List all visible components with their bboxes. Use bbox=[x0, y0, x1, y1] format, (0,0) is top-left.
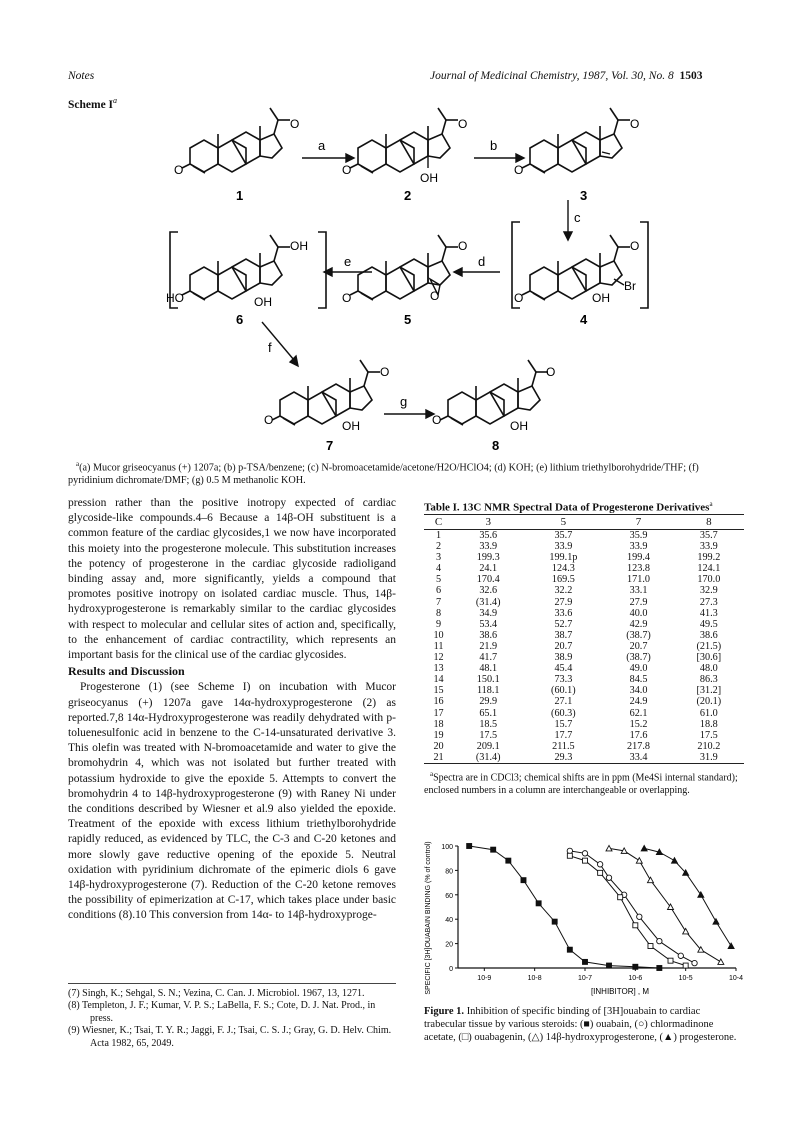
table-row bbox=[424, 652, 744, 663]
table-cell: 27.3 bbox=[699, 596, 718, 608]
table-cell: 86.3 bbox=[699, 674, 718, 686]
x-tick-label: 10-6 bbox=[628, 975, 643, 982]
atom-oh: OH bbox=[420, 171, 438, 185]
scheme-caption-text: (a) Mucor griseocyanus (+) 1207a; (b) p-TSA/benzene; (c) N-bromoacetamide/acetone/H2O/HClO4; (d) KOH; (e) lithium triethylborohydride/THF; (f) pyridinium dichromate/DMF; (g) 0.5 M methanolic KOH. bbox=[68, 462, 699, 487]
table-cell: 33.9 bbox=[554, 541, 573, 553]
table-cell: 38.6 bbox=[699, 629, 718, 641]
table-row bbox=[424, 597, 744, 608]
data-point bbox=[718, 959, 724, 965]
table-cell: 65.1 bbox=[479, 707, 498, 719]
atom-oh: OH bbox=[342, 419, 360, 433]
table-cell: 217.8 bbox=[627, 740, 650, 752]
compound-number-8: 8 bbox=[492, 438, 500, 453]
table-cell: 12 bbox=[433, 652, 444, 664]
chart-axes bbox=[441, 844, 743, 982]
atom-oh: OH bbox=[510, 419, 528, 433]
table-cell: 49.0 bbox=[629, 663, 648, 675]
table-cell: 53.4 bbox=[479, 618, 498, 630]
intro-paragraph: pression rather than the positive inotropy expected of cardiac glycoside-like compounds.4–6 Because a 14β-OH substituent is a common feature of the cardiac glycosides,1 we now have incorporated this moiety into the progesterone molecule. This substitution increases the potency of progesterone in the cardiac glycoside radioligand binding assay and, more significantly, yields a compound that promotes positive inotropy on isolated cardiac muscle. Thus, 14β-hydroxyprogesterone is remarkably similar to the cardiac glycosides with respect to molecular and cellular sites of action and, specifically, to the enhancement of cardiac contractility, which represents an important basis for the clinical use of the cardiac glycosides. bbox=[68, 497, 396, 662]
compound-number-7: 7 bbox=[326, 438, 334, 453]
atom-o: O bbox=[380, 365, 390, 379]
atom-ho: HO bbox=[166, 291, 184, 305]
table-row bbox=[424, 752, 744, 764]
atom-o: O bbox=[342, 163, 352, 177]
arrow-label-c: c bbox=[574, 210, 581, 225]
table-row bbox=[424, 552, 744, 563]
data-point bbox=[641, 845, 647, 851]
table-cell: 199.3 bbox=[476, 552, 500, 564]
y-tick-label: 100 bbox=[441, 844, 453, 851]
table-cell: 211.5 bbox=[552, 740, 575, 752]
arrow-label-e: e bbox=[344, 254, 352, 269]
table-cell: (20.1) bbox=[696, 696, 722, 708]
atom-o: O bbox=[290, 117, 300, 131]
table-cell: (60.3) bbox=[551, 707, 576, 719]
table-cell: 21 bbox=[424, 752, 453, 764]
series-line-chlormadinone-acetate bbox=[570, 851, 695, 963]
references bbox=[68, 983, 396, 1050]
table-cell: 150.1 bbox=[476, 674, 500, 686]
data-point bbox=[633, 923, 638, 928]
data-point bbox=[521, 878, 526, 883]
atom-o: O bbox=[514, 291, 524, 305]
atom-o: O bbox=[458, 239, 468, 253]
table-cell: 35.7 bbox=[699, 530, 718, 541]
table-cell: 13 bbox=[433, 663, 444, 675]
chart-y-label: SPECIFIC [3H]OUABAIN BINDING (% of control) bbox=[425, 841, 432, 995]
table-cell: 3 bbox=[435, 552, 442, 564]
data-point bbox=[567, 848, 572, 853]
data-point bbox=[636, 858, 642, 864]
results-paragraph: Progesterone (1) (see Scheme I) on incubation with Mucor griseocyanus (+) 1207a gave 14α-hydroxyprogesterone (2) as reported.7,8 14α-Hydroxyprogesterone was readily dehydrated with p-toluenesulfonic acid in benzene to the C-14-unsaturated derivative 3. This olefin was treated with N-bromoacetamide and water to give the bromohydrin 4, which was not isolated but further treated with potassium hydroxide to give the epoxide 5. Attempts to convert the bromohydrin 4 to 14β-hydroxyprogesterone (9) with Raney Ni under the conditions described by Wiesner et al.9 also yielded the epoxide. Treatment of the epoxide with excess lithium triethylborohydride rapidly reduced, as evidenced by TLC, the C-3 and C-20 ketones and more slowly gave reductive opening of the epoxide 5. Neutral oxidation with pyridinium dichromate of the epimeric diols 6 gave 14β-hydroxyprogesterone (7). Reduction of the C-20 ketone removes the possibility of epimerization at C-17, which takes place under basic conditions (8).10 This conversion from 14α- to 14β-hydroxyproge- bbox=[68, 681, 396, 922]
atom-o: O bbox=[546, 365, 556, 379]
arrow-label-b: b bbox=[490, 138, 498, 153]
table-cell: 17.7 bbox=[554, 729, 573, 741]
atom-o: O bbox=[342, 291, 352, 305]
table-cell: 49.5 bbox=[699, 618, 718, 630]
table-cell: 62.1 bbox=[629, 707, 648, 719]
data-point bbox=[668, 958, 673, 963]
table-cell: 42.9 bbox=[629, 618, 648, 630]
table-header-cell: 7 bbox=[603, 515, 673, 530]
data-point bbox=[637, 914, 642, 919]
atom-o: O bbox=[458, 117, 468, 131]
table-row bbox=[424, 696, 744, 707]
table-cell: 33.1 bbox=[629, 585, 648, 597]
table-cell: 34.9 bbox=[479, 607, 498, 619]
data-point bbox=[491, 847, 496, 852]
table-header-cell: 3 bbox=[453, 515, 523, 530]
table-header-cell: C bbox=[424, 515, 453, 530]
table-cell: 124.1 bbox=[697, 563, 721, 575]
table-cell: 24.1 bbox=[479, 563, 498, 575]
data-point bbox=[657, 966, 662, 971]
table-cell: 14 bbox=[433, 674, 444, 686]
table-cell: 34.0 bbox=[629, 685, 648, 697]
table-cell: 32.9 bbox=[699, 585, 718, 597]
table-cell: 7 bbox=[435, 596, 442, 608]
table-cell: 27.9 bbox=[554, 596, 573, 608]
table-cell: 17.5 bbox=[479, 729, 498, 741]
table-cell: 33.9 bbox=[629, 541, 648, 553]
table-cell: 18.8 bbox=[699, 718, 718, 730]
atom-o: O bbox=[630, 239, 640, 253]
table-cell: 5 bbox=[435, 574, 442, 586]
table-cell: 15.2 bbox=[629, 718, 648, 730]
x-tick-label: 10-9 bbox=[477, 975, 492, 982]
data-point bbox=[683, 963, 688, 968]
table-footnote bbox=[424, 768, 744, 797]
table-cell: 118.1 bbox=[476, 685, 500, 697]
y-tick-label: 0 bbox=[449, 966, 453, 973]
table-row bbox=[424, 608, 744, 619]
table-row bbox=[424, 563, 744, 574]
table-cell: 41.7 bbox=[479, 652, 498, 664]
table-cell: 41.3 bbox=[699, 607, 718, 619]
table-row bbox=[424, 741, 744, 752]
table-cell: 32.2 bbox=[554, 585, 573, 597]
table-cell: 24.9 bbox=[629, 696, 648, 708]
table-cell: 18.5 bbox=[479, 718, 498, 730]
table-cell: 19 bbox=[433, 729, 444, 741]
table-cell: 199.1p bbox=[549, 552, 578, 564]
section-heading: Results and Discussion bbox=[68, 664, 185, 679]
table-title-sup: a bbox=[709, 500, 713, 508]
table-cell: 20.7 bbox=[554, 640, 573, 652]
data-point bbox=[671, 858, 677, 864]
table-cell: 170.4 bbox=[476, 574, 500, 586]
table-cell: 199.4 bbox=[627, 552, 650, 564]
atom-o: O bbox=[432, 413, 442, 427]
table-cell: 35.6 bbox=[479, 530, 498, 541]
data-point bbox=[567, 853, 572, 858]
scheme-caption bbox=[68, 458, 744, 487]
compound-number-6: 6 bbox=[236, 312, 244, 327]
arrow-label-f: f bbox=[268, 340, 272, 355]
table-cell: (38.7) bbox=[626, 629, 651, 641]
data-point bbox=[536, 901, 541, 906]
table-cell: 209.1 bbox=[476, 740, 500, 752]
reference-item: (7) Singh, K.; Sehgal, S. N.; Vezina, C. Can. J. Microbiol. 1967, 13, 1271. bbox=[68, 988, 365, 999]
table-cell: 38.7 bbox=[554, 629, 573, 641]
table-cell: 32.6 bbox=[479, 585, 498, 597]
table-row bbox=[424, 641, 744, 652]
table-footnote-text: Spectra are in CDCl3; chemical shifts are in ppm (Me4Si internal standard); enclosed numbers in a column are interchangeable or overlapping. bbox=[424, 772, 738, 796]
compound-number-4: 4 bbox=[580, 312, 588, 327]
scheme-label-text: Scheme I bbox=[68, 98, 114, 111]
x-tick-label: 10-5 bbox=[678, 975, 693, 982]
table-cell: 84.5 bbox=[629, 674, 648, 686]
table-cell: 17.5 bbox=[699, 729, 718, 741]
atom-o: O bbox=[514, 163, 524, 177]
table-row bbox=[424, 685, 744, 696]
table-cell: 2 bbox=[435, 541, 442, 553]
table-row bbox=[424, 574, 744, 585]
atom-o: O bbox=[264, 413, 274, 427]
y-tick-label: 20 bbox=[445, 941, 453, 949]
table-row bbox=[424, 630, 744, 641]
table-cell: 20 bbox=[433, 740, 444, 752]
page-number: 1503 bbox=[679, 70, 703, 82]
atom-br: Br bbox=[624, 279, 636, 293]
table-cell: 210.2 bbox=[697, 740, 721, 752]
table-cell: 40.0 bbox=[629, 607, 648, 619]
table-cell: 48.1 bbox=[479, 663, 498, 675]
table-row bbox=[424, 719, 744, 730]
reference-item: (9) Wiesner, K.; Tsai, T. Y. R.; Jaggi, F. J.; Tsai, C. S. J.; Gray, G. D. Helv. Chim. Acta 1982, 65, 2049. bbox=[68, 1025, 392, 1049]
table-row bbox=[424, 663, 744, 674]
caption-sup: a bbox=[76, 460, 80, 468]
table-cell: (31.4) bbox=[475, 596, 501, 608]
atom-o: O bbox=[174, 163, 184, 177]
table-cell: 18 bbox=[433, 718, 444, 730]
table-cell: 20.7 bbox=[629, 640, 648, 652]
table-cell: 21.9 bbox=[479, 640, 498, 652]
table-cell: 33.9 bbox=[699, 541, 718, 553]
table-cell: 27.9 bbox=[629, 596, 648, 608]
data-point bbox=[618, 895, 623, 900]
data-point bbox=[582, 959, 587, 964]
table-cell: 10 bbox=[433, 629, 444, 641]
nmr-table bbox=[424, 514, 744, 764]
table-cell: 38.6 bbox=[479, 629, 498, 641]
y-tick-label: 80 bbox=[445, 868, 453, 876]
table-title-text: Table I. 13C NMR Spectral Data of Progesterone Derivatives bbox=[424, 501, 710, 514]
table-row bbox=[424, 585, 744, 596]
data-point bbox=[582, 851, 587, 856]
data-point bbox=[647, 877, 653, 883]
atom-oh: OH bbox=[290, 239, 308, 253]
atom-o: O bbox=[430, 289, 440, 303]
atom-o: O bbox=[630, 117, 640, 131]
figure-caption-title: Figure 1. bbox=[424, 1006, 465, 1017]
atom-oh: OH bbox=[254, 295, 272, 309]
table-cell: 27.1 bbox=[554, 696, 573, 708]
x-tick-label: 10-4 bbox=[728, 975, 744, 982]
data-point bbox=[678, 953, 683, 958]
y-tick-label: 40 bbox=[445, 917, 453, 925]
journal-citation: Journal of Medicinal Chemistry, 1987, Vol. 30, No. 8 bbox=[430, 70, 674, 82]
data-point bbox=[728, 943, 734, 949]
table-row bbox=[424, 530, 744, 542]
table-cell: [30.6] bbox=[696, 652, 722, 664]
table-cell: 124.3 bbox=[551, 563, 575, 575]
data-point bbox=[606, 875, 611, 880]
binding-chart bbox=[420, 838, 750, 998]
table-cell: 170.0 bbox=[697, 574, 721, 586]
table-cell: 38.9 bbox=[554, 652, 573, 664]
chart-x-label: [INHIBITOR] , M bbox=[590, 987, 650, 996]
compound-number-5: 5 bbox=[404, 312, 412, 327]
running-head-section: Notes bbox=[68, 70, 95, 82]
data-point bbox=[598, 870, 603, 875]
data-point bbox=[657, 938, 662, 943]
table-cell: 8 bbox=[435, 607, 442, 619]
compound-number-3: 3 bbox=[580, 188, 588, 203]
table-cell: 52.7 bbox=[554, 618, 573, 630]
table-cell: 33.6 bbox=[554, 607, 573, 619]
chart-series bbox=[467, 844, 734, 971]
table-cell: 1 bbox=[435, 530, 442, 541]
data-point bbox=[506, 858, 511, 863]
table-row bbox=[424, 541, 744, 552]
y-tick-label: 60 bbox=[445, 892, 453, 900]
data-point bbox=[648, 944, 653, 949]
data-point bbox=[606, 845, 612, 851]
arrow-label-g: g bbox=[400, 394, 408, 409]
series-line-ouabagenin bbox=[570, 856, 686, 966]
left-column bbox=[68, 496, 396, 924]
table-row bbox=[424, 674, 744, 685]
table-cell: (38.7) bbox=[626, 652, 651, 664]
reference-item: (8) Templeton, J. F.; Kumar, V. P. S.; LaBella, F. S.; Cote, D. J. Nat. Prod., in press. bbox=[68, 1000, 376, 1024]
table-cell: 35.9 bbox=[629, 530, 648, 541]
x-tick-label: 10-7 bbox=[577, 975, 592, 982]
table-cell: 6 bbox=[435, 585, 442, 597]
arrow-label-a: a bbox=[318, 138, 326, 153]
table-cell: 35.7 bbox=[554, 530, 573, 541]
table-cell: 17.6 bbox=[629, 729, 648, 741]
table-header-row bbox=[424, 515, 744, 530]
compound-number-2: 2 bbox=[404, 188, 412, 203]
data-point bbox=[597, 862, 602, 867]
table-cell: 61.0 bbox=[699, 707, 718, 719]
data-point bbox=[692, 960, 697, 965]
table-body bbox=[424, 530, 744, 764]
data-point bbox=[633, 964, 638, 969]
atom-oh: OH bbox=[592, 291, 610, 305]
table-title bbox=[424, 500, 744, 514]
table-header-cell: 8 bbox=[674, 515, 744, 530]
figure-caption-text: Inhibition of specific binding of [3H]ouabain to cardiac trabecular tissue by various steroids: (■) ouabain, (○) chlormadinone acetate, (□) ouabagenin, (△) 14β-hydroxyprogesterone, (▲) progesterone. bbox=[424, 1006, 737, 1043]
table-cell: 15 bbox=[433, 685, 444, 697]
table-row bbox=[424, 730, 744, 741]
table-cell: (31.4) bbox=[453, 752, 523, 764]
table-cell: 45.4 bbox=[554, 663, 573, 675]
table-cell: 171.0 bbox=[627, 574, 650, 586]
table-row bbox=[424, 708, 744, 719]
x-tick-label: 10-8 bbox=[527, 975, 542, 982]
table-cell: 33.9 bbox=[479, 541, 498, 553]
data-point bbox=[467, 844, 472, 849]
table-cell: 29.3 bbox=[523, 752, 603, 764]
table-row bbox=[424, 619, 744, 630]
table-cell: 9 bbox=[435, 618, 442, 630]
data-point bbox=[683, 928, 689, 934]
table-cell: 29.9 bbox=[479, 696, 498, 708]
table-cell: 11 bbox=[433, 640, 444, 652]
table-cell: 17 bbox=[433, 707, 444, 719]
data-point bbox=[552, 919, 557, 924]
table-cell: 48.0 bbox=[699, 663, 718, 675]
table-cell: 15.7 bbox=[554, 718, 573, 730]
table-cell: 33.4 bbox=[603, 752, 673, 764]
compound-number-1: 1 bbox=[236, 188, 244, 203]
data-point bbox=[582, 858, 587, 863]
table-cell: 169.5 bbox=[551, 574, 575, 586]
table-cell: (60.1) bbox=[551, 685, 576, 697]
table-cell: 73.3 bbox=[554, 674, 573, 686]
figure-caption bbox=[424, 1005, 744, 1044]
data-point bbox=[607, 963, 612, 968]
arrow-label-d: d bbox=[478, 254, 486, 269]
table-cell: 199.2 bbox=[697, 552, 721, 564]
table-cell: 4 bbox=[435, 563, 442, 575]
scheme-label-sup: a bbox=[113, 96, 118, 105]
table-cell: 16 bbox=[433, 696, 444, 708]
table-cell: 123.8 bbox=[627, 563, 650, 575]
table-header-cell: 5 bbox=[523, 515, 603, 530]
footnote-sup: a bbox=[430, 770, 434, 778]
reaction-scheme bbox=[0, 0, 812, 460]
table-cell: (21.5) bbox=[696, 640, 722, 652]
data-point bbox=[713, 919, 719, 925]
series-line-ouabain bbox=[469, 846, 659, 968]
table-cell: [31.2] bbox=[696, 685, 722, 697]
table-cell: 31.9 bbox=[674, 752, 744, 764]
data-point bbox=[567, 947, 572, 952]
